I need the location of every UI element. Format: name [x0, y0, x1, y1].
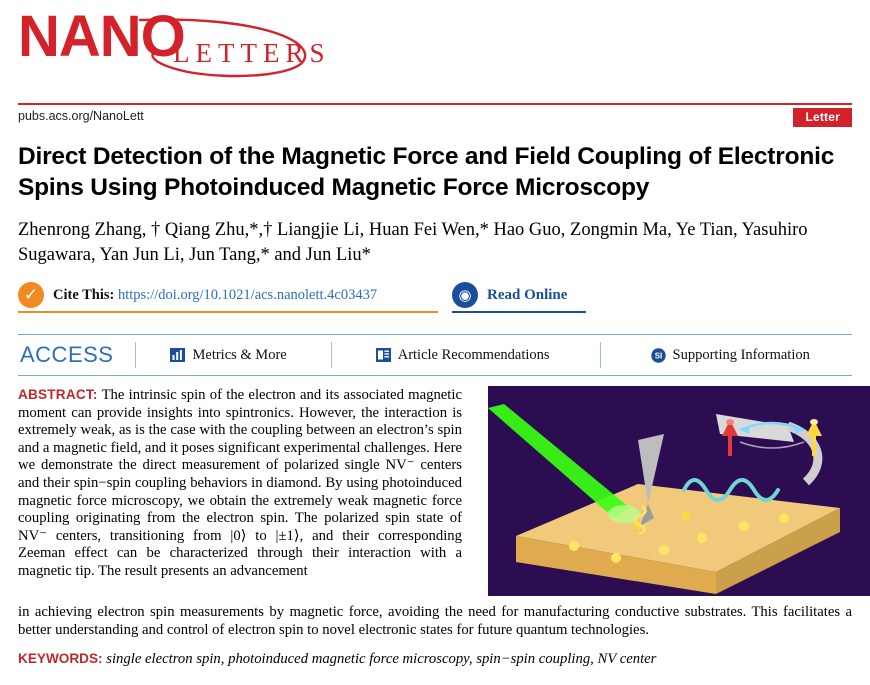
cite-underline [18, 311, 438, 313]
check-circle-icon: ✓ [18, 282, 44, 308]
header-rule [18, 103, 852, 105]
journal-masthead [18, 4, 331, 88]
keywords-section [18, 650, 852, 668]
graphical-abstract-figure [488, 386, 870, 596]
si-circle-icon [651, 348, 666, 363]
metrics-label: Metrics & More [192, 346, 287, 363]
article-type-badge: Letter [793, 108, 852, 127]
supporting-information-label: Supporting Information [672, 346, 810, 363]
globe-icon: ◉ [452, 282, 478, 308]
divider [600, 342, 601, 368]
metrics-and-more-link[interactable] [170, 347, 286, 364]
read-online-block[interactable] [452, 280, 622, 314]
read-online-underline [452, 311, 586, 313]
abstract-text-column [18, 386, 462, 581]
journal-url[interactable]: pubs.acs.org/NanoLett [18, 109, 144, 123]
cite-label-text: Cite This: [53, 286, 115, 303]
masthead-letters: LETTERS [173, 38, 331, 68]
keywords-list: single electron spin, photoinduced magnetic force microscopy, spin−spin coupling, NV center [106, 651, 657, 667]
abstract-section [18, 386, 852, 581]
divider [331, 342, 332, 368]
author-list: Zhenrong Zhang, † Qiang Zhu,*,† Liangjie Li, Huan Fei Wen,* Hao Guo, Zongmin Ma, Ye Tian, Yasuhiro Sugawara, Yan Jun Li, Jun Tang,* and Jun Liu* [18, 220, 808, 265]
read-online-label: Read Online [487, 286, 568, 303]
page-title: Direct Detection of the Magnetic Force and Field Coupling of Electronic Spins Using Photoinduced Magnetic Force Microscopy [18, 143, 835, 201]
access-label[interactable]: ACCESS [20, 342, 114, 367]
doi-link[interactable]: https://doi.org/10.1021/acs.nanolett.4c03437 [118, 286, 378, 303]
graphical-abstract-illustration [488, 386, 870, 596]
divider [135, 342, 136, 368]
abstract-body: The intrinsic spin of the electron and its associated magnetic moment can provide insights into spintronics. However, the interaction is extremely weak, as is the case with the coupling between an electron’s spin and a magnetic field, and it poses significant experimental challenges. Here we demonstrate the direct measurement of polarized single NV⁻ centers and their spin−spin coupling behaviors in diamond. By using photoinduced magnetic force microscopy, we obtain the extremely weak magnetic force coupling originating from the electron spin. The polarized spin state of NV⁻ centers, transitioning from |0⟩ to |±1⟩, and their corresponding Zeeman effect can be characterized through their interaction with a magnetic tip. The result presents an advancement [18, 387, 462, 579]
abstract-text-fullwidth: in achieving electron spin measurements by magnetic force, avoiding the need for manufacturing conductive substrates. This facilitates a better understanding and control of electron spin to novel electronic states for future quantum technologies. [18, 604, 852, 638]
article-icon [376, 348, 391, 362]
article-recommendations-link[interactable] [376, 347, 550, 364]
cite-this-label [53, 287, 377, 304]
svg-text:SI: SI [654, 351, 662, 361]
article-recommendations-label: Article Recommendations [397, 346, 550, 363]
access-bar [18, 334, 852, 376]
keywords-heading: KEYWORDS: [18, 651, 103, 666]
masthead-nano: NANO [18, 4, 185, 69]
supporting-information-link[interactable] [651, 347, 810, 364]
abstract-heading: ABSTRACT: [18, 387, 98, 402]
bar-chart-icon [170, 348, 185, 362]
cite-this-block[interactable] [18, 280, 438, 314]
